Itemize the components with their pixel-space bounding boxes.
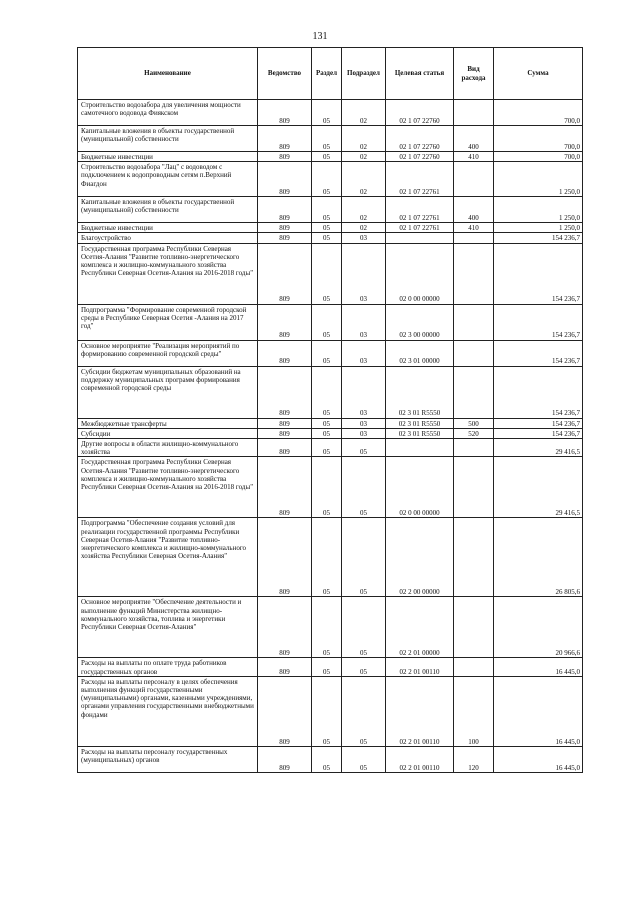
- table-row: [78, 746, 583, 772]
- table-cell-name: Государственная программа Республики Северная Осетия-Алания "Развитие топливно-энергетического комплекса и жилищно-коммунального хозяйства Республики Северная Осетия-Алания на 2016-2018 годы": [78, 243, 258, 304]
- table-cell-subsection: 05: [342, 439, 386, 457]
- table-cell-subsection: 05: [342, 676, 386, 746]
- table-cell-name: Основное мероприятие "Обеспечение деятельности и выполнение функций Министерства жилищно-коммунального хозяйства, топлива и энергетики Республики Северная Осетия-Алания": [78, 597, 258, 658]
- table-cell-dept: 809: [258, 304, 312, 340]
- table-cell-name: Благоустройство: [78, 233, 258, 243]
- table-body: [78, 100, 583, 773]
- table-cell-target: 02 3 01 R5550: [386, 418, 454, 428]
- column-header-target: Целевая статья: [386, 48, 454, 100]
- table-cell-target: 02 3 01 R5550: [386, 428, 454, 438]
- table-row: [78, 418, 583, 428]
- table-cell-exptype: 410: [454, 152, 494, 162]
- table-cell-subsection: 05: [342, 658, 386, 676]
- table-cell-exptype: [454, 366, 494, 418]
- table-cell-name: Капитальные вложения в объекты государственной (муниципальной) собственности: [78, 197, 258, 223]
- table-cell-name: Бюджетные инвестиции: [78, 152, 258, 162]
- table-cell-amount: 16 445,0: [494, 658, 583, 676]
- table-cell-name: Государственная программа Республики Северная Осетия-Алания "Развитие топливно-энергетического комплекса и жилищно-коммунального хозяйства Республики Северная Осетия-Алания на 2016-2018 годы": [78, 457, 258, 518]
- table-cell-section: 05: [312, 223, 342, 233]
- table-row: [78, 197, 583, 223]
- table-cell-exptype: 120: [454, 746, 494, 772]
- table-cell-dept: 809: [258, 233, 312, 243]
- table-cell-name: Расходы на выплаты персоналу в целях обеспечения выполнения функций государственными (муниципальными) органами, казенными учреждениями, органами управления государственными внебюджетными фондами: [78, 676, 258, 746]
- table-cell-name: Строительство водозабора для увеличения мощности самотечного водовода Фиякском: [78, 100, 258, 126]
- table-row: [78, 439, 583, 457]
- table-cell-exptype: [454, 457, 494, 518]
- table-cell-section: 05: [312, 418, 342, 428]
- table-cell-name: Подпрограмма "Формирование современной городской среды в Республике Северная Осетия -Алания на 2017 год": [78, 304, 258, 340]
- table-cell-amount: 154 236,7: [494, 304, 583, 340]
- table-cell-target: 02 1 07 22760: [386, 152, 454, 162]
- table-cell-dept: 809: [258, 162, 312, 197]
- column-header-amount: Сумма: [494, 48, 583, 100]
- table-cell-exptype: 500: [454, 418, 494, 428]
- table-cell-exptype: [454, 162, 494, 197]
- table-cell-target: 02 2 01 00000: [386, 597, 454, 658]
- table-cell-name: Субсидии: [78, 428, 258, 438]
- table-cell-dept: 809: [258, 418, 312, 428]
- table-cell-exptype: [454, 304, 494, 340]
- table-cell-section: 05: [312, 597, 342, 658]
- table-cell-section: 05: [312, 233, 342, 243]
- table-cell-target: 02 2 01 00110: [386, 676, 454, 746]
- table-cell-subsection: 02: [342, 162, 386, 197]
- table-cell-subsection: 02: [342, 126, 386, 152]
- table-cell-amount: 29 416,5: [494, 439, 583, 457]
- table-cell-target: 02 2 01 00110: [386, 746, 454, 772]
- table-cell-exptype: 400: [454, 197, 494, 223]
- table-cell-amount: 154 236,7: [494, 340, 583, 366]
- table-cell-amount: 1 250,0: [494, 197, 583, 223]
- table-row: [78, 223, 583, 233]
- table-cell-section: 05: [312, 439, 342, 457]
- table-cell-name: Капитальные вложения в объекты государственной (муниципальной) собственности: [78, 126, 258, 152]
- table-cell-name: Строительство водозабора "Лац" с водоводом с подключением к водопроводным сетям п.Верхний Фиагдон: [78, 162, 258, 197]
- table-cell-amount: 700,0: [494, 152, 583, 162]
- table-row: [78, 152, 583, 162]
- table-cell-exptype: [454, 518, 494, 597]
- table-row: [78, 243, 583, 304]
- table-cell-dept: 809: [258, 100, 312, 126]
- table-cell-dept: 809: [258, 676, 312, 746]
- table-cell-amount: 154 236,7: [494, 233, 583, 243]
- column-header-section: Раздел: [312, 48, 342, 100]
- table-cell-exptype: 100: [454, 676, 494, 746]
- table-cell-exptype: 410: [454, 223, 494, 233]
- table-row: [78, 428, 583, 438]
- column-header-name: Наименование: [78, 48, 258, 100]
- table-row: [78, 340, 583, 366]
- table-row: [78, 676, 583, 746]
- table-cell-amount: 16 445,0: [494, 746, 583, 772]
- table-cell-section: 05: [312, 746, 342, 772]
- column-header-subsection: Подраздел: [342, 48, 386, 100]
- table-cell-amount: 154 236,7: [494, 243, 583, 304]
- table-cell-amount: 1 250,0: [494, 223, 583, 233]
- table-cell-exptype: [454, 597, 494, 658]
- table-cell-dept: 809: [258, 366, 312, 418]
- table-cell-dept: 809: [258, 746, 312, 772]
- table-cell-dept: 809: [258, 518, 312, 597]
- header-row: [78, 48, 583, 100]
- table-cell-dept: 809: [258, 428, 312, 438]
- table-cell-target: 02 2 01 00110: [386, 658, 454, 676]
- table-cell-section: 05: [312, 243, 342, 304]
- table-cell-subsection: 03: [342, 340, 386, 366]
- table-cell-amount: 700,0: [494, 100, 583, 126]
- table-cell-subsection: 03: [342, 366, 386, 418]
- table-cell-subsection: 03: [342, 428, 386, 438]
- table-cell-section: 05: [312, 100, 342, 126]
- table-cell-name: Бюджетные инвестиции: [78, 223, 258, 233]
- table-cell-name: Основное мероприятие "Реализация мероприятий по формированию современной городской среды": [78, 340, 258, 366]
- table-cell-name: Другие вопросы в области жилищно-коммунального хозяйства: [78, 439, 258, 457]
- table-cell-target: 02 1 07 22760: [386, 100, 454, 126]
- table-cell-subsection: 05: [342, 746, 386, 772]
- table-cell-subsection: 05: [342, 518, 386, 597]
- table-cell-dept: 809: [258, 152, 312, 162]
- table-cell-subsection: 05: [342, 597, 386, 658]
- table-cell-amount: 154 236,7: [494, 428, 583, 438]
- table-row: [78, 518, 583, 597]
- table-cell-target: 02 3 01 00000: [386, 340, 454, 366]
- table-row: [78, 304, 583, 340]
- table-cell-amount: 16 445,0: [494, 676, 583, 746]
- table-cell-section: 05: [312, 340, 342, 366]
- table-cell-subsection: 02: [342, 152, 386, 162]
- table-cell-target: 02 0 00 00000: [386, 457, 454, 518]
- table-cell-name: Расходы на выплаты по оплате труда работников государственных органов: [78, 658, 258, 676]
- table-row: [78, 366, 583, 418]
- table-cell-amount: 20 966,6: [494, 597, 583, 658]
- table-cell-amount: 700,0: [494, 126, 583, 152]
- table-cell-subsection: 05: [342, 457, 386, 518]
- table-cell-exptype: [454, 100, 494, 126]
- column-header-exptype: Вид расхода: [454, 48, 494, 100]
- table-cell-target: [386, 439, 454, 457]
- table-cell-name: Подпрограмма "Обеспечение создания условий для реализации государственной программы Республики Северная Осетия-Алания "Развитие топливно-энергетического комплекса и жилищно-коммунального хозяйства Республики Северная Осетия-Алания": [78, 518, 258, 597]
- table-cell-dept: 809: [258, 223, 312, 233]
- table-row: [78, 658, 583, 676]
- table-cell-section: 05: [312, 428, 342, 438]
- table-row: [78, 126, 583, 152]
- table-cell-target: 02 3 01 R5550: [386, 366, 454, 418]
- table-cell-target: 02 1 07 22760: [386, 126, 454, 152]
- table-cell-name: Межбюджетные трансферты: [78, 418, 258, 428]
- table-cell-section: 05: [312, 518, 342, 597]
- table-cell-subsection: 02: [342, 223, 386, 233]
- table-cell-target: 02 3 00 00000: [386, 304, 454, 340]
- table-cell-section: 05: [312, 366, 342, 418]
- page-number: 131: [312, 31, 328, 42]
- table-cell-amount: 154 236,7: [494, 366, 583, 418]
- table-cell-name: Субсидии бюджетам муниципальных образований на поддержку муниципальных программ формирования современной городской среды: [78, 366, 258, 418]
- table-cell-subsection: 02: [342, 197, 386, 223]
- table-cell-section: 05: [312, 152, 342, 162]
- table-cell-target: 02 0 00 00000: [386, 243, 454, 304]
- table-row: [78, 233, 583, 243]
- table-cell-section: 05: [312, 676, 342, 746]
- table-cell-exptype: [454, 233, 494, 243]
- column-header-dept: Ведомство: [258, 48, 312, 100]
- table-cell-amount: 1 250,0: [494, 162, 583, 197]
- table-row: [78, 100, 583, 126]
- table-cell-dept: 809: [258, 597, 312, 658]
- table-cell-exptype: [454, 243, 494, 304]
- table-cell-exptype: [454, 658, 494, 676]
- table-cell-amount: 29 416,5: [494, 457, 583, 518]
- table-cell-dept: 809: [258, 243, 312, 304]
- table-cell-section: 05: [312, 126, 342, 152]
- table-cell-exptype: [454, 340, 494, 366]
- table-cell-subsection: 03: [342, 304, 386, 340]
- table-row: [78, 457, 583, 518]
- table-cell-section: 05: [312, 197, 342, 223]
- table-cell-subsection: 03: [342, 233, 386, 243]
- table-cell-amount: 26 805,6: [494, 518, 583, 597]
- table-row: [78, 162, 583, 197]
- table-cell-section: 05: [312, 162, 342, 197]
- table-cell-exptype: 400: [454, 126, 494, 152]
- budget-table: [77, 47, 583, 773]
- table-cell-dept: 809: [258, 439, 312, 457]
- table-cell-subsection: 03: [342, 418, 386, 428]
- table-cell-dept: 809: [258, 126, 312, 152]
- table-cell-target: [386, 233, 454, 243]
- table-cell-name: Расходы на выплаты персоналу государственных (муниципальных) органов: [78, 746, 258, 772]
- table-cell-dept: 809: [258, 340, 312, 366]
- table-cell-exptype: 520: [454, 428, 494, 438]
- table-cell-subsection: 03: [342, 243, 386, 304]
- table-cell-amount: 154 236,7: [494, 418, 583, 428]
- table-cell-subsection: 02: [342, 100, 386, 126]
- table-cell-exptype: [454, 439, 494, 457]
- table-cell-dept: 809: [258, 658, 312, 676]
- table-cell-target: 02 1 07 22761: [386, 197, 454, 223]
- table-cell-target: 02 1 07 22761: [386, 162, 454, 197]
- table-cell-section: 05: [312, 658, 342, 676]
- table-cell-section: 05: [312, 457, 342, 518]
- table-cell-dept: 809: [258, 197, 312, 223]
- table-cell-dept: 809: [258, 457, 312, 518]
- table-cell-section: 05: [312, 304, 342, 340]
- table-row: [78, 597, 583, 658]
- table-cell-target: 02 1 07 22761: [386, 223, 454, 233]
- table-cell-target: 02 2 00 00000: [386, 518, 454, 597]
